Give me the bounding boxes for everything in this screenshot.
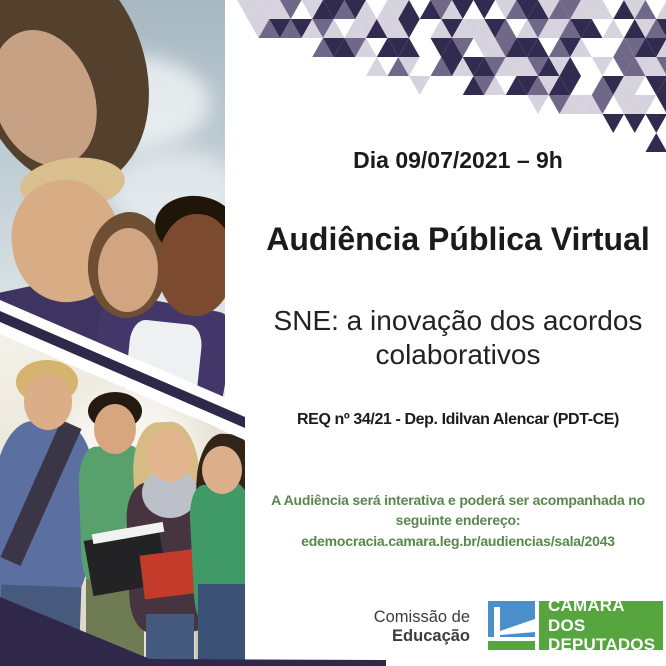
audience-url[interactable]: edemocracia.camara.leg.br/audiencias/sala/2043 xyxy=(301,532,615,549)
info-note-text: A Audiência será interativa e poderá ser acompanhada no seguinte endereço: xyxy=(271,492,645,529)
camara-logo-line2: DEPUTADOS xyxy=(548,635,656,655)
mosaic-triangle xyxy=(603,114,625,133)
photo-shape xyxy=(24,374,72,430)
photo-shape xyxy=(202,446,242,494)
mosaic-triangle xyxy=(646,114,666,133)
request-line: REQ nº 34/21 - Dep. Idilvan Alencar (PDT-CE) xyxy=(297,411,619,428)
congress-building-icon xyxy=(488,601,535,650)
event-title: Audiência Pública Virtual xyxy=(266,221,650,257)
info-note xyxy=(250,490,666,551)
photo-shape xyxy=(94,404,136,454)
event-subtitle-text: SNE: a inovação dos acordos colaborativos xyxy=(273,305,643,371)
camara-logo-text xyxy=(539,596,663,655)
mosaic-triangle xyxy=(592,57,614,76)
committee-line2: Educação xyxy=(392,627,470,646)
photo-shape xyxy=(198,584,248,666)
photo-shape xyxy=(148,430,192,482)
photo-shape xyxy=(146,614,194,666)
mosaic-triangle xyxy=(603,19,625,38)
committee-signature xyxy=(374,608,470,647)
mosaic-triangle xyxy=(474,0,496,19)
camara-logo-line1: CÂMARA DOS xyxy=(548,596,625,635)
photo-collage xyxy=(0,0,245,666)
mosaic-triangle xyxy=(409,76,431,95)
event-subtitle xyxy=(250,304,666,372)
mosaic-triangle xyxy=(624,114,646,133)
event-date: Dia 09/07/2021 – 9h xyxy=(353,147,563,173)
committee-line1: Comissão de xyxy=(373,608,470,626)
mosaic-triangle xyxy=(527,95,549,114)
triangle-mosaic-decoration xyxy=(237,0,666,168)
mosaic-triangle xyxy=(366,57,388,76)
camara-logo xyxy=(488,596,663,655)
mosaic-triangle xyxy=(656,95,666,114)
mosaic-triangle xyxy=(656,0,666,19)
